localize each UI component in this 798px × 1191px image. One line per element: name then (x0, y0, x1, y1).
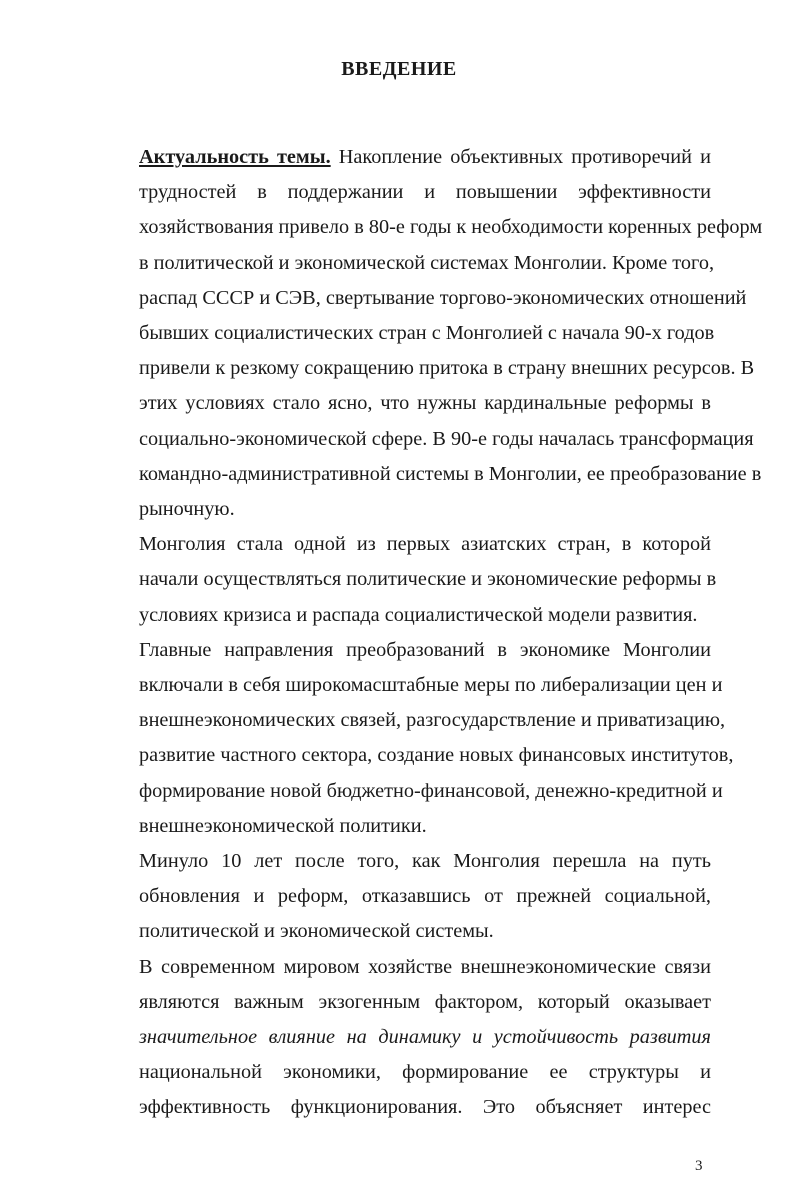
text-line: этих условиях стало ясно, что нужны кардинальные реформы в (139, 392, 711, 415)
page-title: ВВЕДЕНИЕ (341, 58, 457, 80)
text-line: хозяйствования привело в 80-е годы к необходимости коренных реформ (139, 216, 763, 239)
text-line: в политической и экономической системах Монголии. Кроме того, (139, 251, 715, 274)
text-line: национальной экономики, формирование ее структуры и (139, 1061, 711, 1084)
text-line: бывших социалистических стран с Монголией с начала 90-х годов (139, 322, 715, 345)
text-line: Главные направления преобразований в экономике Монголии (139, 638, 711, 661)
text-line: включали в себя широкомасштабные меры по либерализации цен и (139, 674, 723, 697)
paragraph-ten-years (84, 844, 711, 950)
paragraph-relevance (84, 140, 763, 527)
text-line: командно-административной системы в Монголии, ее преобразование в (139, 462, 762, 485)
text-line: распад СССР и СЭВ, свертывание торгово-экономических отношений (139, 286, 747, 309)
paragraph-main-directions (84, 633, 734, 844)
paragraph-external-relations (84, 950, 711, 1126)
text-line: Монголия стала одной из первых азиатских стран, в которой (139, 533, 711, 556)
text-line: внешнеэкономических связей, разгосударствление и приватизацию, (139, 709, 726, 732)
text-line: начали осуществляться политические и экономические реформы в (139, 568, 717, 591)
text-line: условиях кризиса и распада социалистической модели развития. (139, 603, 698, 626)
text-line: развитие частного сектора, создание новых финансовых институтов, (139, 744, 734, 767)
text-line: внешнеэкономической политики. (139, 814, 427, 837)
text-line: Минуло 10 лет после того, как Монголия перешла на путь (139, 850, 711, 873)
text-line: Актуальность темы. Накопление объективных противоречий и (139, 146, 711, 168)
text-line: В современном мировом хозяйстве внешнеэкономические связи (139, 955, 711, 978)
paragraph-mongolia-reforms (84, 527, 717, 633)
text-line: привели к резкому сокращению притока в страну внешних ресурсов. В (139, 357, 755, 380)
text-line-italic: значительное влияние на динамику и устойчивость развития (139, 1026, 711, 1049)
text-line: эффективность функционирования. Это объясняет интерес (139, 1096, 711, 1119)
text-line: социально-экономической сфере. В 90-е годы началась трансформация (139, 427, 754, 450)
text-line: политической и экономической системы. (139, 920, 494, 943)
text-line: рыночную. (139, 498, 235, 521)
page-number: 3 (695, 1158, 703, 1174)
text-line: являются важным экзогенным фактором, который оказывает (139, 990, 711, 1013)
text-line: трудностей в поддержании и повышении эффективности (139, 181, 711, 204)
body-text (84, 140, 763, 1126)
text-line: обновления и реформ, отказавшись от прежней социальной, (139, 885, 711, 908)
relevance-heading: Актуальность темы. (139, 146, 331, 168)
text-line: формирование новой бюджетно-финансовой, денежно-кредитной и (139, 779, 723, 802)
